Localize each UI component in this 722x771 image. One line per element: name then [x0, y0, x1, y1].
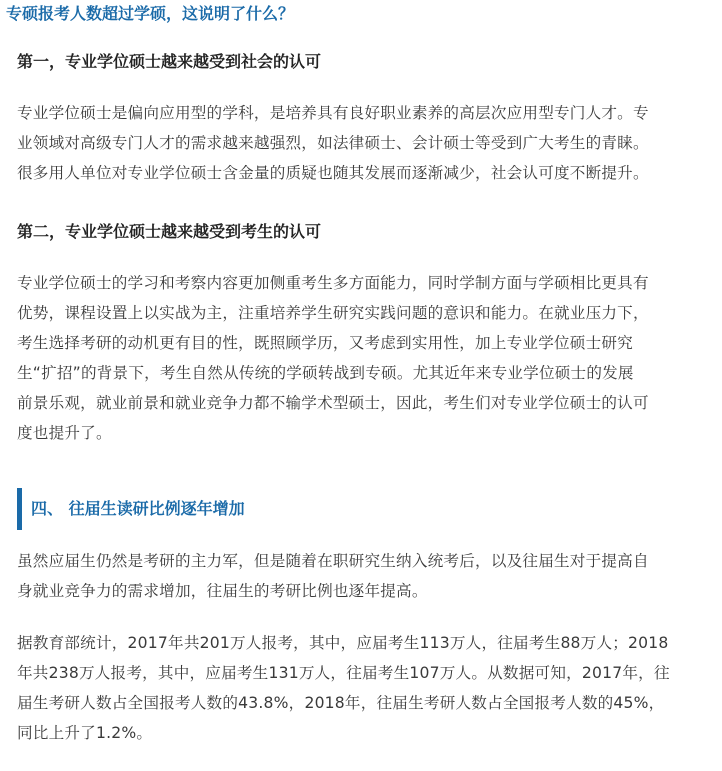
section4-paragraph-2	[17, 628, 711, 748]
paragraph-line: 专业学位硕士是偏向应用型的学科，是培养具有良好职业素养的高层次应用型专门人才。专	[17, 104, 649, 122]
paragraph-line: 优势，课程设置上以实战为主，注重培养学生研究实践问题的意识和能力。在就业压力下，	[17, 304, 649, 322]
section4-heading: 四、 往届生读研比例逐年增加	[31, 499, 245, 518]
section1-paragraph	[17, 98, 711, 188]
paragraph-line: 前景乐观，就业前景和就业竞争力都不输学术型硕士，因此，考生们对专业学位硕士的认可	[17, 394, 649, 412]
paragraph-line: 专业学位硕士的学习和考察内容更加侧重考生多方面能力，同时学制方面与学硕相比更具有	[17, 274, 649, 292]
heading-accent-bar	[17, 488, 22, 530]
paragraph-line: 度也提升了。	[17, 424, 112, 442]
paragraph-line: 生“扩招”的背景下，考生自然从传统的学硕转战到专硕。尤其近年来专业学位硕士的发展	[17, 364, 634, 382]
section2-paragraph	[17, 268, 711, 448]
section4-heading-block	[17, 488, 317, 530]
paragraph-line: 身就业竞争力的需求增加，往届生的考研比例也逐年提高。	[17, 582, 428, 600]
paragraph-line: 据教育部统计，2017年共201万人报考，其中，应届考生113万人，往届考生88万人；2018	[17, 634, 669, 652]
paragraph-line: 虽然应届生仍然是考研的主力军，但是随着在职研究生纳入统考后，以及往届生对于提高自	[17, 552, 649, 570]
section2-heading: 第二，专业学位硕士越来越受到考生的认可	[17, 222, 322, 241]
question-title: 专硕报考人数超过学硕，这说明了什么？	[6, 4, 295, 23]
section4-paragraph-1	[17, 546, 711, 606]
paragraph-line: 业领域对高级专门人才的需求越来越强烈，如法律硕士、会计硕士等受到广大考生的青睐。	[17, 134, 649, 152]
paragraph-line: 年共238万人报考，其中，应届考生131万人，往届考生107万人。从数据可知，2017年，往	[17, 664, 670, 682]
paragraph-line: 同比上升了1.2%。	[17, 724, 153, 742]
paragraph-line: 届生考研人数占全国报考人数的43.8%，2018年，往届生考研人数占全国报考人数的45%，	[17, 694, 665, 712]
paragraph-line: 考生选择考研的动机更有目的性，既照顾学历，又考虑到实用性，加上专业学位硕士研究	[17, 334, 633, 352]
section1-heading: 第一，专业学位硕士越来越受到社会的认可	[17, 52, 322, 71]
paragraph-line: 很多用人单位对专业学位硕士含金量的质疑也随其发展而逐渐减少，社会认可度不断提升。	[17, 164, 649, 182]
